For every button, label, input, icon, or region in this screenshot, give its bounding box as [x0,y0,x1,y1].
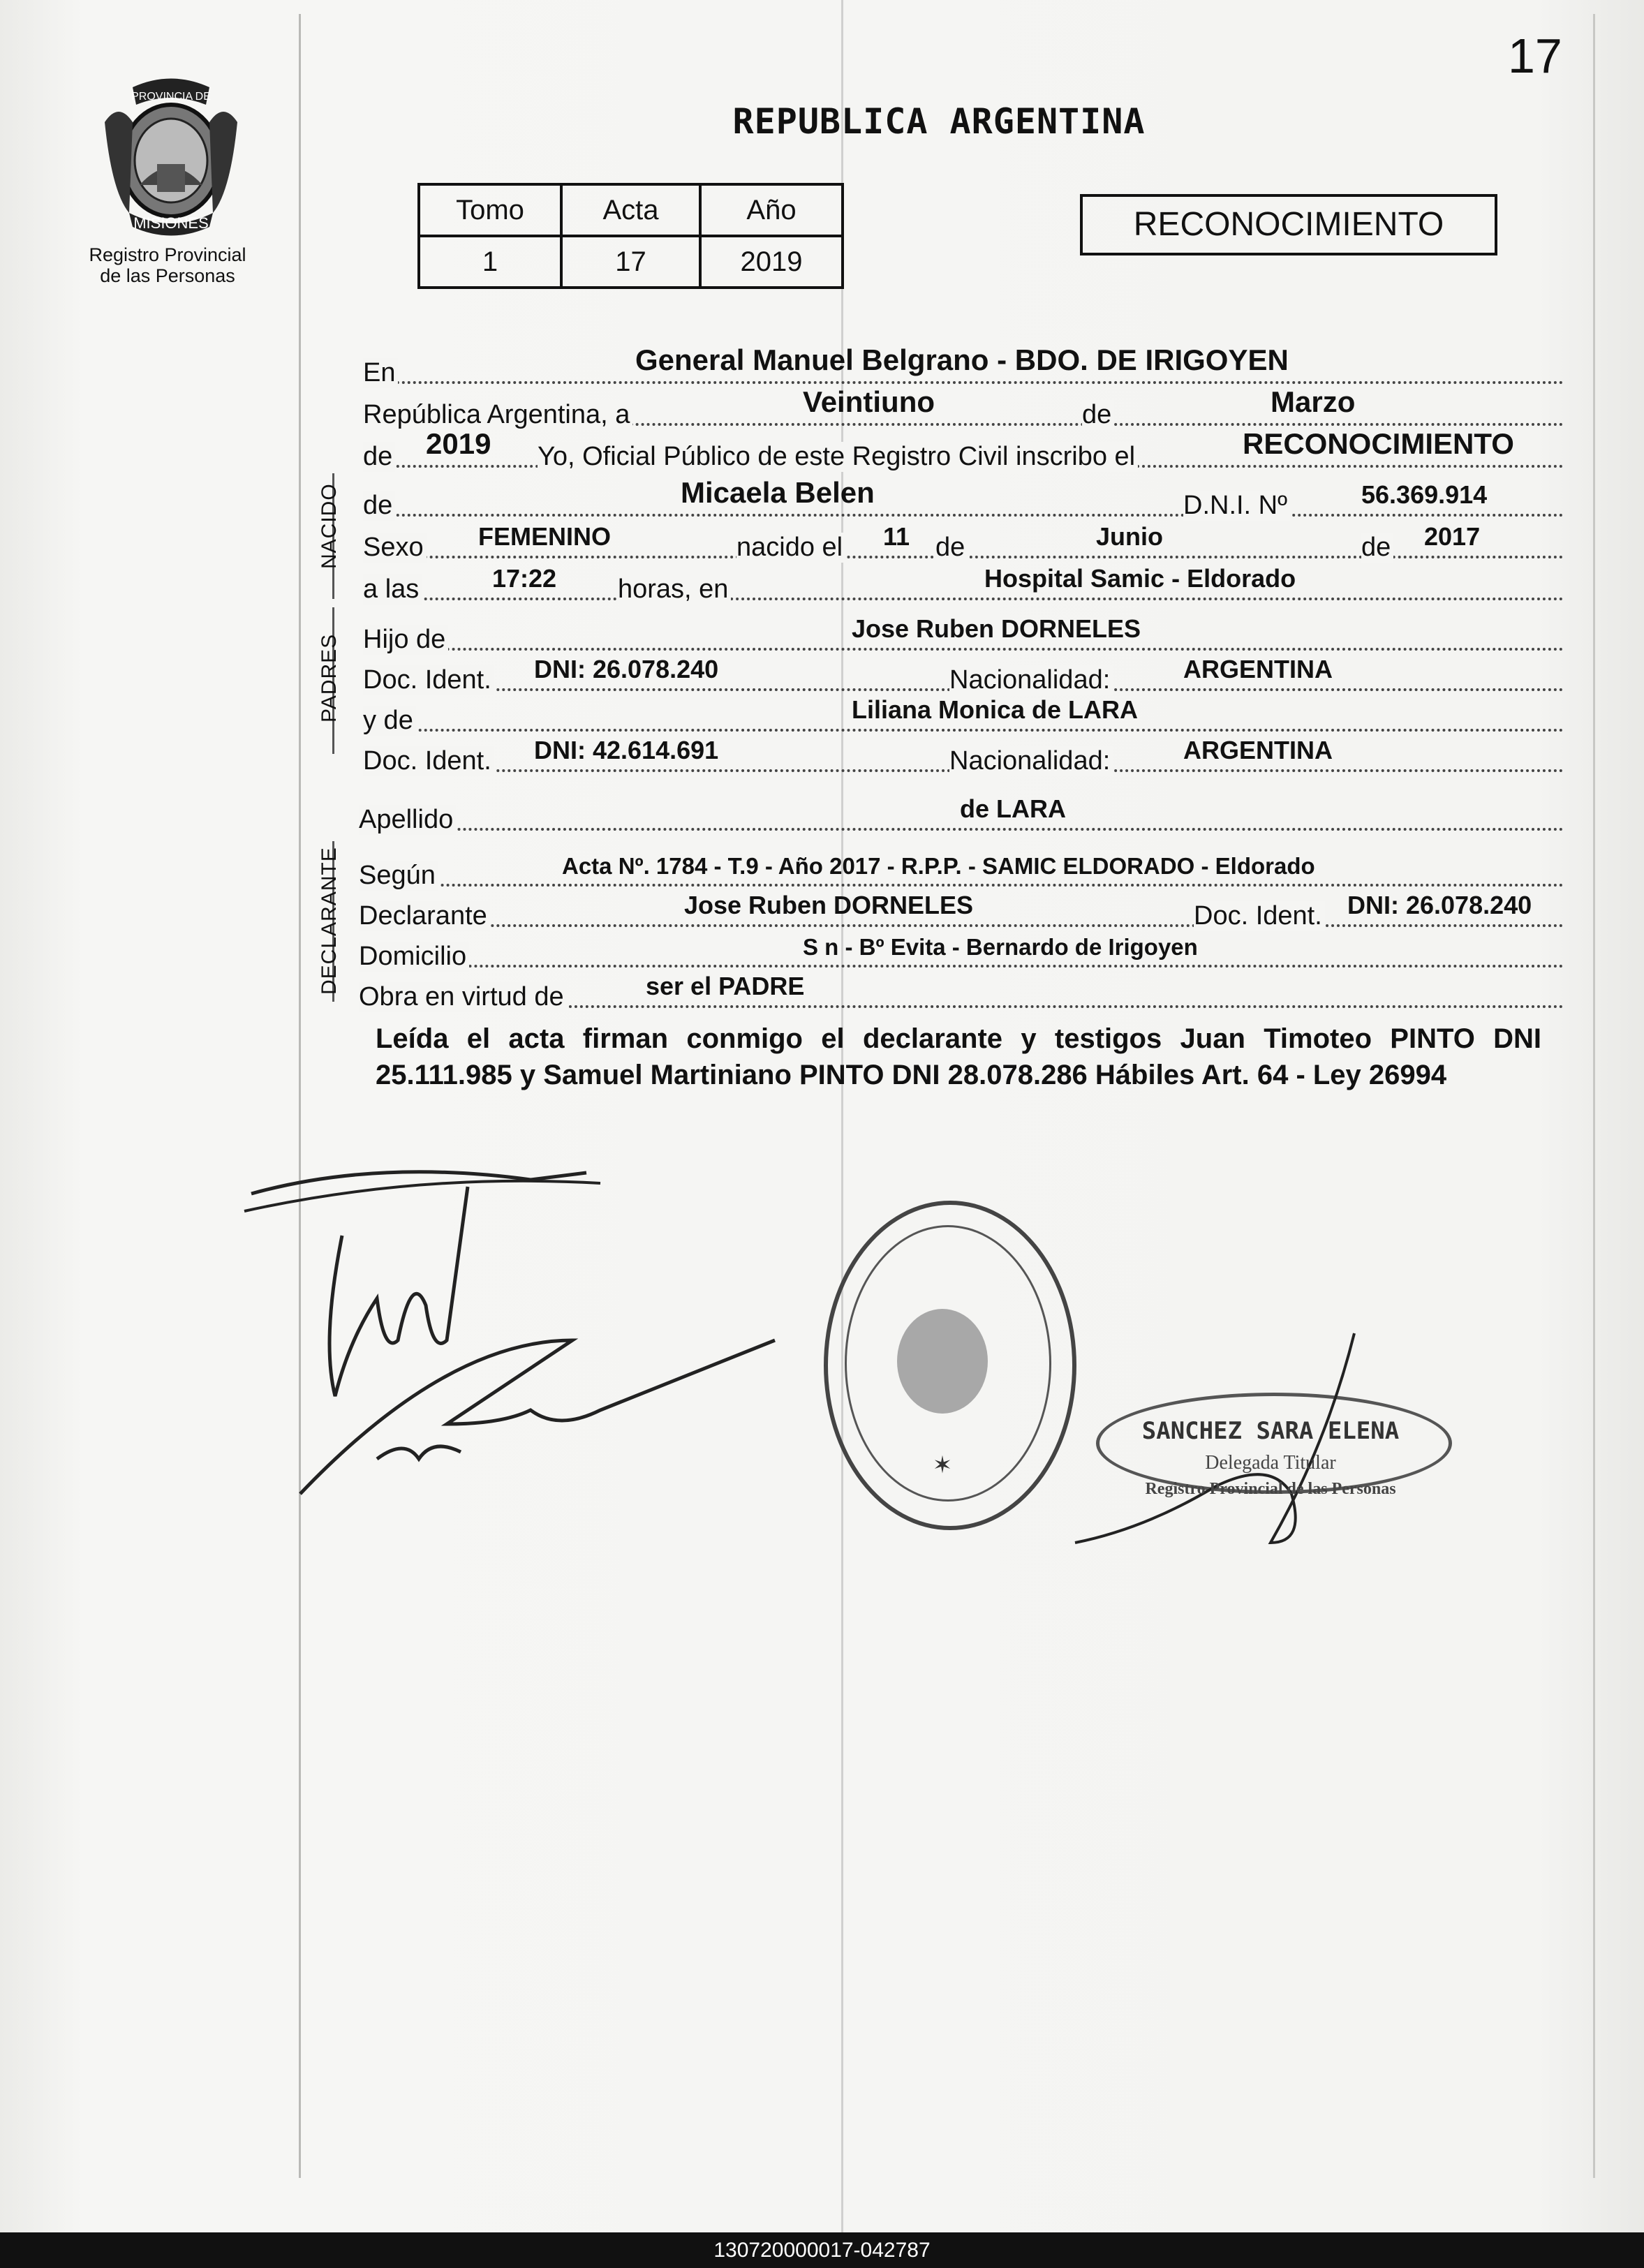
born-on-label: nacido el [736,533,845,563]
sex-label: Sexo [363,533,427,563]
tomo-header: Tomo [419,184,561,236]
date-row [363,381,1564,429]
province-seal-logo [91,73,251,241]
de-name-label: de [363,491,395,521]
acta-value: 17 [561,236,700,288]
birth-place-value: Hospital Samic - Eldorado [984,564,1296,593]
place-value: General Manuel Belgrano - BDO. DE IRIGOYEN [635,343,1289,376]
surname-label: Apellido [359,805,456,835]
father-doc-value: DNI: 26.078.240 [534,655,719,683]
page-number: 17 [1508,29,1562,83]
at-label: a las [363,575,422,605]
closing-statement: Leída el acta firman conmigo el declarante y testigos Juan Timoteo PINTO DNI 25.111.985 y Samuel Martiniano PINTO DNI 28.078.286 Hábiles Art. 64 - Ley 26994 [376,1023,1541,1090]
child-dni-value: 56.369.914 [1361,480,1488,509]
basis-label: Obra en virtud de [359,982,567,1012]
name-row [363,472,1564,520]
de-birth-year-label: de [1361,533,1393,563]
svg-text:✶: ✶ [932,1452,953,1478]
declarant-row [359,882,1564,931]
address-value: S n - Bº Evita - Bernardo de Irigoyen [803,934,1198,960]
declarant-doc-label: Doc. Ident. [1194,901,1325,931]
birth-year-value: 2017 [1424,522,1481,551]
handwritten-signatures [237,1131,796,1536]
and-of-label: y de [363,706,416,736]
officer-title: Delegada Titular [1205,1452,1336,1474]
child-name-value: Micaela Belen [681,476,875,509]
according-row [359,842,1564,890]
record-number-table [417,183,844,289]
father-row [363,606,1564,654]
margin-line [299,14,301,2178]
acta-header: Acta [561,184,700,236]
place-row [363,339,1564,387]
ano-header: Año [700,184,843,236]
registry-name [66,244,269,286]
stamp-emblem [824,1201,1068,1522]
hour-place-row [363,556,1564,604]
de-month-label: de [935,533,968,563]
sex-value: FEMENINO [478,522,612,551]
officer-name: SANCHEZ SARA ELENA [1141,1417,1400,1445]
document-title: REPUBLICA ARGENTINA [732,101,1146,142]
country-date-label: República Argentina, a [363,400,632,430]
birth-month-value: Junio [1096,522,1163,551]
registry-name-line1: Registro Provincial [89,244,246,265]
officer-label: Yo, Oficial Público de este Registro Civil inscribo el [538,442,1138,472]
surname-value: de LARA [960,794,1066,823]
declarant-doc-value: DNI: 26.078.240 [1347,891,1532,919]
mother-nationality-label: Nacionalidad: [949,746,1113,776]
basis-value: ser el PADRE [646,972,805,1000]
seal-bottom-text: MISIONES [133,214,209,232]
fold-line [841,0,843,2234]
mother-doc-row [363,727,1564,776]
record-type-box: RECONOCIMIENTO [1080,194,1497,255]
son-of-label: Hijo de [363,625,448,655]
according-label: Según [359,861,438,891]
nacido-section-label: NACIDO [318,483,341,569]
address-row [359,923,1564,971]
declarant-name-value: Jose Ruben DORNELES [684,891,974,919]
declarant-label: Declarante [359,901,490,931]
dni-label: D.N.I. Nº [1183,491,1290,521]
seal-top-text: PROVINCIA DE [131,91,211,103]
surname-row [359,786,1564,834]
birth-time-value: 17:22 [492,564,557,593]
day-value: Veintiuno [803,385,935,418]
right-border-line [1593,14,1595,2178]
month-value: Marzo [1271,385,1356,418]
mother-doc-value: DNI: 42.614.691 [534,736,719,764]
birth-day-value: 11 [883,522,910,551]
mother-row [363,687,1564,735]
padres-section-label: PADRES [318,633,341,722]
de-year-label: de [363,442,395,472]
basis-row [359,963,1564,1011]
year-row [363,423,1564,471]
declarante-section-label: DECLARANTE [318,847,341,995]
mother-name-value: Liliana Monica de LARA [852,695,1139,724]
father-doc-row [363,646,1564,695]
sex-birth-row [363,514,1564,562]
father-name-value: Jose Ruben DORNELES [852,614,1141,643]
place-label: En [363,358,398,388]
according-value: Acta Nº. 1784 - T.9 - Año 2017 - R.P.P. - SAMIC ELDORADO - Eldorado [562,853,1315,879]
tomo-value: 1 [419,236,561,288]
ano-value: 2019 [700,236,843,288]
father-nationality-label: Nacionalidad: [949,665,1113,695]
mother-nationality-value: ARGENTINA [1183,736,1333,764]
hours-in-label: horas, en [618,575,731,605]
mother-doc-label: Doc. Ident. [363,746,494,776]
year-value: 2019 [426,427,491,460]
officer-registry: Registro Provincial de las Personas [1145,1480,1396,1498]
address-label: Domicilio [359,942,469,972]
document-barcode-id: 130720000017-042787 [0,2232,1644,2268]
father-nationality-value: ARGENTINA [1183,655,1333,683]
registry-name-line2: de las Personas [100,265,235,286]
father-doc-label: Doc. Ident. [363,665,494,695]
de-label: de [1082,400,1114,430]
record-type-value: RECONOCIMIENTO [1243,427,1514,460]
